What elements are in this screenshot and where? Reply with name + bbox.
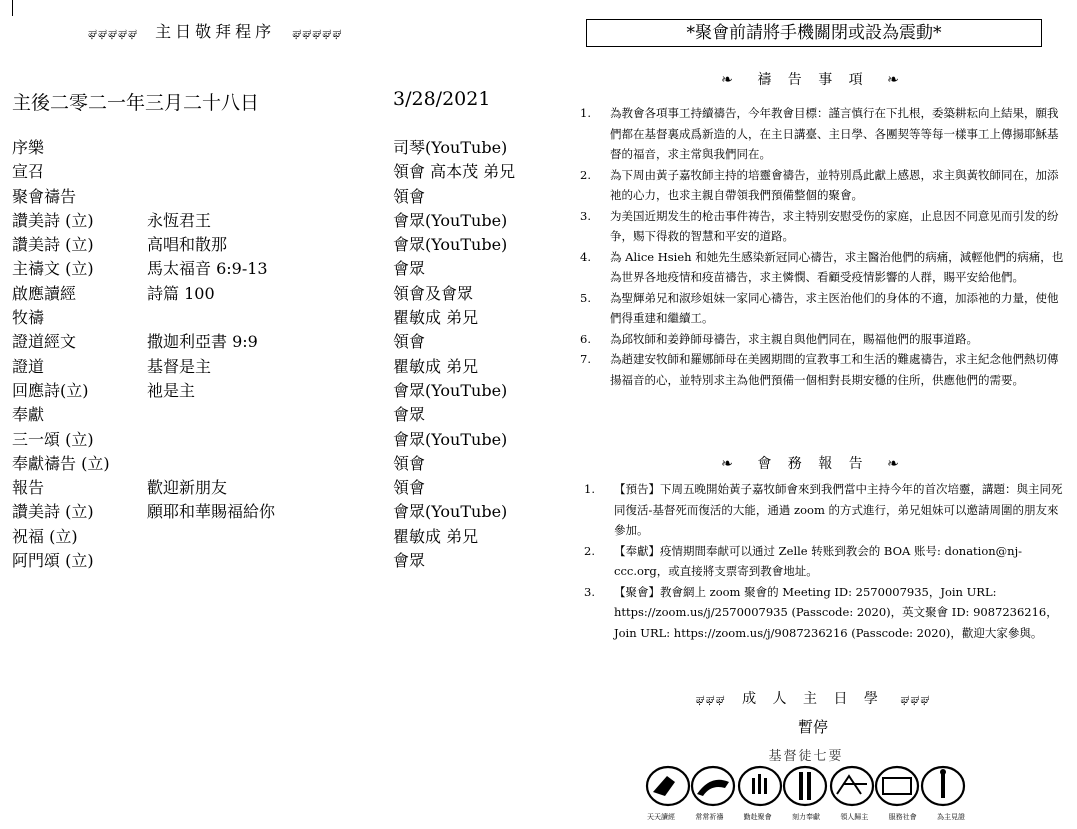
- program-leader: 領會: [393, 186, 426, 206]
- seven-labels: [645, 812, 967, 822]
- report-item-number: 2.: [584, 543, 595, 558]
- program-item: 奉獻禱告 (立): [12, 453, 110, 473]
- seven-icons: [645, 764, 967, 808]
- ornament-right: ಘಘಘ: [900, 692, 931, 706]
- seven-label: 為主見證: [936, 813, 965, 821]
- program-item: 讚美詩 (立): [12, 210, 94, 230]
- program-row: [12, 405, 552, 429]
- program-item: 回應詩(立): [12, 380, 89, 400]
- prayer-item-number: 4.: [580, 249, 591, 264]
- program-row: [12, 502, 552, 526]
- program-item: 阿門頌 (立): [12, 551, 94, 571]
- program-item: 聚會禱告: [12, 186, 77, 206]
- evangelism-icon: [831, 767, 873, 805]
- prayer-item-text: 為下周由黃子嘉牧師主持的培靈會禱告，並特別爲此獻上感恩，求主與黃牧師同在，加添祂的心力，也求主親自帶領我們預備整個的聚會。: [610, 167, 1059, 202]
- program-row: [12, 162, 552, 186]
- phone-notice: *聚會前請將手機關閉或設為震動*: [586, 19, 1042, 47]
- program-leader: 會眾(YouTube): [393, 429, 508, 449]
- program-leader: 領會 高本茂 弟兄: [393, 162, 516, 182]
- program-row: [12, 527, 552, 551]
- program-content: 撒迦利亞書 9:9: [147, 332, 258, 352]
- prayer-item-text: 为美国近期发生的枪击事件祷告，求主特别安慰受伤的家庭，止息因不同意见而引发的纷争，赐下得救的智慧和平安的道路。: [610, 208, 1059, 243]
- leaf-ornament-icon: ❧: [887, 72, 905, 88]
- program-row: [12, 211, 552, 235]
- program-leader: 會眾(YouTube): [393, 502, 508, 522]
- offering-icon: [784, 767, 826, 805]
- program-item: 三一頌 (立): [12, 429, 94, 449]
- program-item: 證道經文: [12, 332, 77, 352]
- prayer-item: [580, 103, 1067, 165]
- program-row: [12, 332, 552, 356]
- report-item-text: 【奉獻】疫情期間奉献可以通过 Zelle 转账到教会的 BOA 账号: donation@nj-ccc.org，或直接將支票寄到教會地址。: [614, 543, 1023, 578]
- prayer-item: [580, 329, 1067, 350]
- program-leader: 領會及會眾: [393, 283, 474, 303]
- program-leader: 會眾(YouTube): [393, 210, 508, 230]
- program-item: 證道: [12, 356, 45, 376]
- program-item: 牧禱: [12, 308, 45, 328]
- program-leader: 司琴(YouTube): [393, 138, 508, 157]
- report-item-number: 3.: [584, 584, 595, 599]
- leaf-ornament-icon: ❧: [887, 456, 905, 472]
- program-item: 啟應讀經: [12, 283, 77, 303]
- program-leader: 會眾(YouTube): [393, 235, 508, 255]
- prayer-item-text: 為邱牧師和姜錚師母禱告，求主親自與他們同在，賜福他們的服事道路。: [610, 331, 978, 346]
- program-row: [12, 187, 552, 211]
- program-content: 歡迎新朋友: [147, 478, 228, 498]
- program-row: [12, 235, 552, 259]
- ornament-left: ಘಘಘಘಘ: [88, 26, 139, 40]
- prayer-title: 禱 告 事 項: [757, 72, 869, 88]
- program-row: [12, 478, 552, 502]
- seven-essentials-title: 基督徒七要: [768, 749, 844, 764]
- report-item-number: 1.: [584, 482, 595, 496]
- program-row: [12, 551, 552, 575]
- program-title: 主日敬拜程序: [155, 22, 276, 41]
- program-leader: 會眾: [393, 405, 426, 425]
- program-content: 詩篇 100: [147, 283, 215, 303]
- program-row: [12, 138, 552, 162]
- program-item: 奉獻: [12, 405, 45, 425]
- prayer-item-text: 為教會各項事工持續禱告，今年教會目標：謹言慎行在下扎根，委築耕耘向上結果，願我們都在基督裏成爲新造的人，在主日講臺、主日學、各團契等等每一樣事工上傳揚耶穌基督的福音，求主常與我們同在。: [610, 106, 1059, 161]
- prayer-item: [580, 206, 1067, 247]
- program-item: 讚美詩 (立): [12, 502, 94, 522]
- program-leader: 會眾(YouTube): [393, 380, 508, 400]
- program-row: [12, 357, 552, 381]
- report-item-text: 【聚會】教會網上 zoom 聚會的 Meeting ID: 2570007935，Join URL: https://zoom.us/j/2570007935 (Passcode: 2020)，英文聚會 ID: 9087236216，Join URL: https://zoom.us/j/9087236216 (Passcode: 2020)，歡迎大家參與。: [614, 584, 1058, 640]
- seven-label: 刻力奉獻: [791, 813, 820, 821]
- program-row: [12, 308, 552, 332]
- date-chinese: 主後二零二一年三月二十八日: [12, 92, 260, 114]
- leaf-ornament-icon: ❧: [721, 456, 739, 472]
- program-leader: 會眾: [393, 259, 426, 279]
- seven-label: 勤赴聚會: [743, 813, 772, 821]
- program-item: 主禱文 (立): [12, 259, 94, 279]
- program-content: 祂是主: [147, 380, 196, 400]
- seven-label: 服務社會: [888, 813, 917, 821]
- program-leader: 會眾: [393, 551, 426, 571]
- report-header: [586, 453, 1040, 473]
- program-content: 基督是主: [147, 356, 212, 376]
- ornament-left: ಘಘಘ: [695, 692, 726, 706]
- program-content: 高唱和散那: [147, 235, 228, 255]
- program-row: [12, 284, 552, 308]
- program-leader: 瞿敏成 弟兄: [393, 356, 479, 376]
- seven-essentials-logo: [645, 745, 967, 825]
- program-leader: 瞿敏成 弟兄: [393, 526, 479, 546]
- report-list: [584, 479, 1067, 643]
- prayer-item-text: 為聖輝弟兄和淑珍姐妹一家同心禱告，求主医治他们的身体的不適，加添祂的力量，使他們得重建和繼續工。: [610, 290, 1059, 325]
- prayer-item: [580, 247, 1067, 288]
- prayer-item-number: 6.: [580, 331, 591, 346]
- report-item: [584, 582, 1067, 644]
- program-content: 馬太福音 6:9-13: [147, 259, 268, 279]
- program-row: [12, 381, 552, 405]
- seven-label: 天天讀經: [647, 813, 675, 821]
- prayer-item-text: 為趙建安牧師和羅娜師母在美國期間的宣教事工和生活的難處禱告，求主紀念他們熱切傳揚福音的心，並特別求主為他們預備一個相對長期安穩的住所，供應他們的需要。: [610, 352, 1059, 387]
- prayer-item: [580, 349, 1067, 390]
- program-leader: 領會: [393, 332, 426, 352]
- prayer-item: [580, 288, 1067, 329]
- program-content: 永恆君王: [147, 210, 212, 230]
- report-item: [584, 479, 1067, 541]
- program-leader: 領會: [393, 453, 426, 473]
- program-content: 願耶和華賜福給你: [147, 502, 276, 522]
- prayer-item-number: 2.: [580, 167, 591, 182]
- prayer-item-number: 5.: [580, 290, 591, 305]
- program-leader: 領會: [393, 478, 426, 498]
- prayer-item-text: 為 Alice Hsieh 和她先生感染新冠同心禱告，求主醫治他們的病痛，減輕他們的病痛，也為世界各地疫情和疫苗禱告，求主憐憫、看顧受疫情影響的人群，賜平安給他們。: [610, 249, 1064, 284]
- prayer-item-number: 3.: [580, 208, 591, 223]
- program-row: [12, 454, 552, 478]
- prayer-list: [580, 103, 1067, 390]
- prayer-item-number: 7.: [580, 352, 591, 366]
- program-header: [88, 19, 342, 42]
- prayer-item: [580, 165, 1067, 206]
- program-item: 讚美詩 (立): [12, 235, 94, 255]
- program-item: 報告: [12, 478, 45, 498]
- ornament-right: ಘಘಘಘಘ: [292, 26, 343, 40]
- report-item: [584, 541, 1067, 582]
- report-item-text: 【預告】下周五晚開始黃子嘉牧師會來到我們當中主持今年的首次培靈，講題：與主同死同復活-基督死而復活的大能，通過 zoom 的方式進行，弟兄姐妹可以邀請周圍的朋友來參加。: [614, 482, 1063, 537]
- report-title: 會 務 報 告: [757, 456, 869, 472]
- seven-label: 領人歸主: [840, 813, 869, 821]
- prayer-item-number: 1.: [580, 106, 591, 120]
- seven-label: 常常祈禱: [695, 813, 724, 821]
- program-item: 祝福 (立): [12, 526, 78, 546]
- program-leader: 瞿敏成 弟兄: [393, 308, 479, 328]
- worship-program: [12, 138, 552, 575]
- leaf-ornament-icon: ❧: [721, 72, 739, 88]
- program-item: 宣召: [12, 162, 45, 182]
- sunday-school-header: [586, 688, 1040, 708]
- program-row: [12, 430, 552, 454]
- sunday-school-title: 成 人 主 日 學: [742, 691, 884, 707]
- program-item: 序樂: [12, 138, 45, 157]
- text-cursor: [12, 0, 13, 16]
- date-numeric: 3/28/2021: [393, 88, 491, 110]
- sunday-school-status: 暫停: [797, 718, 828, 736]
- program-row: [12, 259, 552, 283]
- prayer-header: [586, 69, 1040, 89]
